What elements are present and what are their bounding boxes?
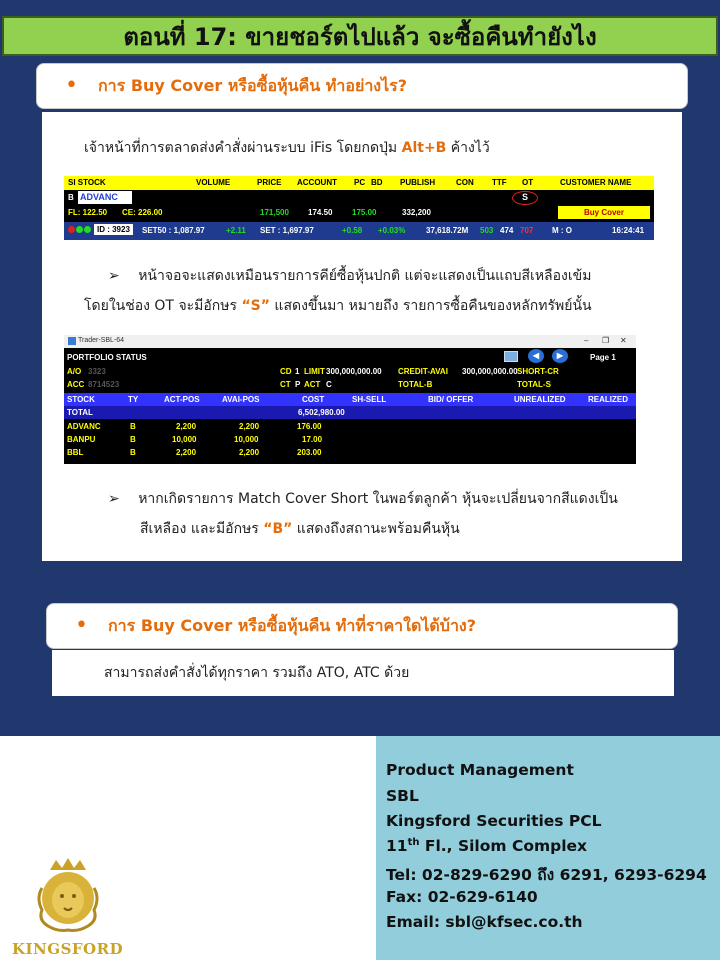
close-icon[interactable]: ✕ — [620, 336, 627, 345]
side-field: B — [68, 193, 74, 202]
floor-value: FL: 122.50 — [68, 208, 108, 217]
table-row[interactable]: ADVANC B 2,200 2,200 176.00 — [67, 422, 322, 431]
point-1-line-2: โดยในช่อง OT จะมีอักษร “S” แสดงขึ้นมา หมายถึง รายการซื้อคืนของหลักทรัพย์นั้น — [84, 298, 592, 314]
bullet-icon: • — [65, 73, 78, 98]
window-titlebar — [64, 335, 636, 348]
contact-email[interactable]: Email: sbl@kfsec.co.th — [386, 913, 583, 931]
credit-avai-value: 300,000,000.00 — [462, 367, 518, 376]
portfolio-window — [64, 335, 636, 464]
kingsford-lion-logo — [28, 858, 108, 938]
contact-panel — [376, 736, 720, 960]
question-2-text: การ Buy Cover หรือซื้อหุ้นคืน ทำที่ราคาใดได้บ้าง? — [107, 615, 477, 635]
act-value: C — [326, 380, 332, 389]
bullet-icon: • — [75, 613, 88, 638]
point-2-line-1: ➢ หากเกิดรายการ Match Cover Short ในพอร์ตลูกค้า หุ้นจะเปลี่ยนจากสีแดงเป็น — [108, 491, 618, 507]
portfolio-column-header — [64, 393, 636, 406]
limit-label: LIMIT — [304, 367, 325, 376]
table-row[interactable]: BBL B 2,200 2,200 203.00 — [67, 448, 322, 457]
credit-avai-label: CREDIT-AVAI — [398, 367, 448, 376]
answer-2-text: สามารถส่งคำสั่งได้ทุกราคา รวมถึง ATO, ATC ด้วย — [104, 665, 410, 681]
price-value: 171,500 — [260, 208, 289, 217]
page-indicator: Page 1 — [590, 353, 616, 362]
decline-count: 707 — [520, 226, 534, 235]
col-avai-pos: AVAI-POS — [222, 395, 260, 404]
stock-input[interactable]: ADVANC — [78, 191, 132, 204]
set50-change: +2.11 — [226, 226, 246, 235]
market-mode: M : O — [552, 226, 572, 235]
col-act-pos: ACT-POS — [164, 395, 200, 404]
question-1-text: การ Buy Cover หรือซื้อหุ้นคืน ทำอย่างไร? — [97, 75, 408, 95]
app-icon — [68, 337, 76, 345]
b-letter: “B” — [263, 521, 293, 537]
question-pill-1 — [36, 63, 688, 109]
contact-company: Kingsford Securities PCL — [386, 812, 602, 830]
total-label: TOTAL — [67, 408, 93, 417]
intro-text: เจ้าหน้าที่การตลาดส่งคำสั่งผ่านระบบ iFis โดยกดปุ่ม Alt+B ค้างไว้ — [84, 140, 490, 156]
short-cr-label: SHORT-CR — [517, 367, 559, 376]
next-page-icon[interactable]: ▶ — [552, 349, 568, 363]
point-2-line-2: สีเหลือง และมีอักษร “B” แสดงถึงสถานะพร้อมคืนหุ้น — [140, 521, 460, 537]
col-pc: PC — [354, 178, 366, 187]
col-publish: PUBLISH — [400, 178, 436, 187]
status-light-red-icon — [68, 226, 75, 233]
col-volume: VOLUME — [196, 178, 231, 187]
portfolio-total-row — [64, 406, 636, 419]
buy-cover-label: Buy Cover — [558, 206, 650, 219]
set-change: +0.58 — [342, 226, 363, 235]
acc-label: ACC — [67, 380, 85, 389]
total-s-label: TOTAL-S — [517, 380, 551, 389]
contact-department: Product Management — [386, 761, 574, 779]
prev-page-icon[interactable]: ◀ — [528, 349, 544, 363]
col-ttf: TTF — [492, 178, 507, 187]
order-values-row — [64, 206, 654, 220]
contact-team: SBL — [386, 787, 419, 805]
contact-address: 11th Fl., Silom Complex — [386, 837, 588, 856]
page-title: ตอนที่ 17: ขายชอร์ตไปแล้ว จะซื้อคืนทำยังไง — [123, 22, 597, 51]
order-row — [64, 190, 654, 206]
col-price: PRICE — [257, 178, 282, 187]
contact-fax: Fax: 02-629-6140 — [386, 888, 538, 906]
col-bd: BD — [371, 178, 383, 187]
table-row[interactable]: BANPU B 10,000 10,000 17.00 — [67, 435, 323, 444]
col-sh-sell: SH-SELL — [352, 395, 387, 404]
set-percent: +0.03% — [378, 226, 406, 235]
cd-label: CD — [280, 367, 292, 376]
trader-id: ID : 3923 — [94, 224, 133, 235]
limit-value: 300,000,000.00 — [326, 367, 382, 376]
status-light-green-icon — [84, 226, 91, 233]
arrow-icon: ➢ — [108, 268, 120, 284]
status-light-green-icon — [76, 226, 83, 233]
ct-label: CT — [280, 380, 291, 389]
col-unrealized: UNREALIZED — [514, 395, 566, 404]
order-entry-strip — [64, 176, 654, 240]
window-title: Trader-SBL-64 — [78, 337, 125, 344]
market-value: 37,618.72M — [426, 226, 469, 235]
ceiling-value: CE: 226.00 — [122, 208, 163, 217]
minimize-icon[interactable]: – — [584, 336, 589, 345]
col-bid-offer: BID/ OFFER — [428, 395, 474, 404]
ct-value: P — [295, 380, 301, 389]
advance-count: 503 — [480, 226, 494, 235]
cd-value: 1 — [295, 367, 300, 376]
ao-value: 3323 — [88, 367, 106, 376]
market-status-bar — [64, 222, 654, 240]
set50-index: SET50 : 1,087.97 — [142, 226, 205, 235]
order-entry-header — [64, 176, 654, 190]
col-customer-name: CUSTOMER NAME — [560, 178, 632, 187]
total-b-label: TOTAL-B — [398, 380, 433, 389]
ot-s-indicator: S — [512, 191, 538, 205]
restore-icon[interactable]: ❐ — [602, 336, 610, 345]
set-index: SET : 1,697.97 — [260, 226, 314, 235]
title-banner — [2, 16, 718, 56]
pc-value: 175.00 — [352, 208, 377, 217]
clock: 16:24:41 — [612, 226, 645, 235]
col-ot: OT — [522, 178, 534, 187]
acc-value: 8714523 — [88, 380, 120, 389]
col-con: CON — [456, 178, 474, 187]
contact-tel: Tel: 02-829-6290 ถึง 6291, 6293-6294 — [386, 866, 707, 884]
kingsford-logo-text: KINGSFORD — [12, 940, 124, 958]
col-realized: REALIZED — [588, 395, 628, 404]
unchanged-count: 474 — [500, 226, 514, 235]
question-pill-2 — [46, 603, 678, 649]
act-label: ACT — [304, 380, 321, 389]
s-letter: “S” — [241, 298, 270, 314]
point-1-line-1: ➢ หน้าจอจะแสดงเหมือนรายการคีย์ซื้อหุ้นปกติ แต่จะแสดงเป็นแถบสีเหลืองเข้ม — [108, 268, 592, 284]
col-si-stock: SI STOCK — [68, 178, 106, 187]
arrow-icon: ➢ — [108, 491, 120, 507]
ao-label: A/O — [67, 367, 82, 376]
account-value: 174.50 — [308, 208, 333, 217]
col-cost: COST — [302, 395, 325, 404]
publish-value: 332,200 — [402, 208, 431, 217]
answer-panel-2 — [52, 650, 674, 696]
portfolio-title: PORTFOLIO STATUS — [67, 353, 147, 362]
col-account: ACCOUNT — [297, 178, 337, 187]
col-stock: STOCK — [67, 395, 95, 404]
alt-b-key: Alt+B — [401, 140, 447, 156]
col-ty: TY — [128, 395, 139, 404]
total-cost: 6,502,980.00 — [298, 408, 345, 417]
portfolio-icon[interactable] — [504, 351, 518, 362]
